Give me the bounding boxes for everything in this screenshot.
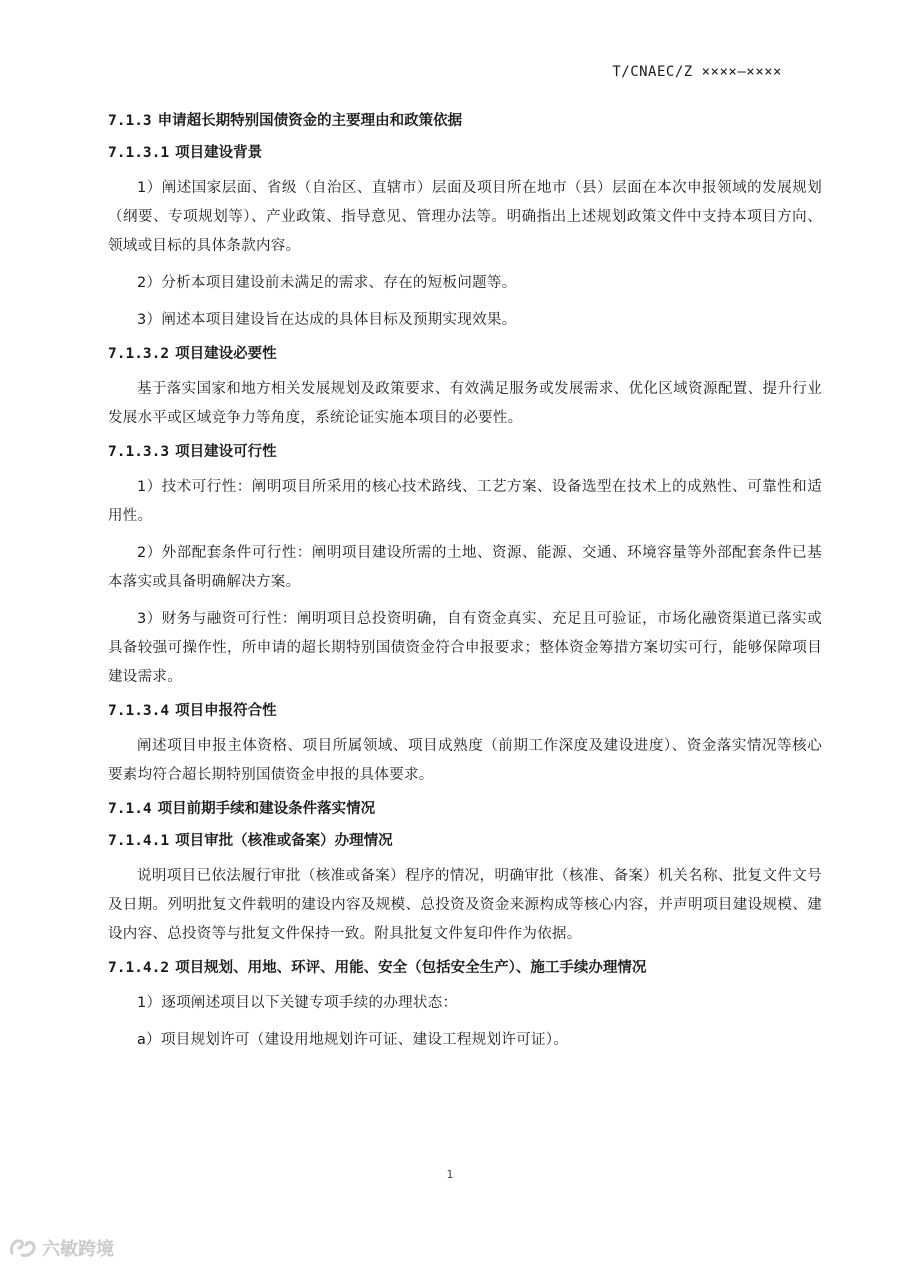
- paragraph: 3）阐述本项目建设旨在达成的具体目标及预期实现效果。: [137, 312, 517, 328]
- section-title: 项目申报符合性: [175, 703, 277, 719]
- section-number: 7.1.3.1: [108, 145, 170, 161]
- section-heading: [108, 441, 822, 463]
- paragraph: 基于落实国家和地方相关发展规划及政策要求、有效满足服务或发展需求、优化区域资源配置、提升行业发展水平或区域竞争力等角度，系统论证实施本项目的必要性。: [108, 381, 822, 426]
- section-heading: [108, 830, 822, 852]
- section-title: 项目规划、用地、环评、用能、安全（包括安全生产）、施工手续办理情况: [175, 960, 647, 976]
- document-code: T/CNAEC/Z ××××—××××: [612, 64, 782, 80]
- section-title: 申请超长期特别国债资金的主要理由和政策依据: [157, 113, 463, 129]
- section-heading: [108, 700, 822, 722]
- paragraph: 3）财务与融资可行性：阐明项目总投资明确，自有资金真实、充足且可验证，市场化融资渠道已落实或具备较强可操作性，所申请的超长期特别国债资金符合申报要求；整体资金筹措方案切实可行，能够保障项目建设需求。: [108, 611, 822, 685]
- section-heading: [108, 957, 822, 979]
- paragraph: 1）逐项阐述项目以下关键专项手续的办理状态：: [137, 995, 458, 1011]
- section-number: 7.1.4.1: [108, 833, 170, 849]
- paragraph: 说明项目已依法履行审批（核准或备案）程序的情况，明确审批（核准、备案）机关名称、批复文件文号及日期。列明批复文件载明的建设内容及规模、总投资及资金来源构成等核心内容，并声明项目建设规模、建设内容、总投资等与批复文件保持一致。附具批复文件复印件作为依据。: [108, 868, 822, 942]
- paragraph: 阐述项目申报主体资格、项目所属领域、项目成熟度（前期工作深度及建设进度）、资金落实情况等核心要素均符合超长期特别国债资金申报的具体要求。: [108, 738, 822, 783]
- watermark: [8, 1235, 114, 1261]
- page-number: 1: [446, 1168, 454, 1181]
- section-heading: [108, 110, 822, 132]
- watermark-text: 六敏跨境: [42, 1239, 114, 1260]
- section-title: 项目建设可行性: [175, 444, 277, 460]
- section-number: 7.1.3: [108, 113, 152, 129]
- paragraph: 1）阐述国家层面、省级（自治区、直辖市）层面及项目所在地市（县）层面在本次申报领域的发展规划（纲要、专项规划等）、产业政策、指导意见、管理办法等。明确指出上述规划政策文件中支持本项目方向、领域或目标的具体条款内容。: [108, 180, 822, 254]
- section-title: 项目建设必要性: [175, 346, 277, 362]
- section-heading: [108, 142, 822, 164]
- paragraph: 2）分析本项目建设前未满足的需求、存在的短板问题等。: [137, 275, 517, 291]
- section-number: 7.1.4: [108, 801, 152, 817]
- section-title: 项目审批（核准或备案）办理情况: [175, 833, 393, 849]
- section-number: 7.1.3.2: [108, 346, 170, 362]
- document-body: [108, 110, 822, 1063]
- section-heading: [108, 343, 822, 365]
- paragraph: a）项目规划许可（建设用地规划许可证、建设工程规划许可证）。: [137, 1032, 569, 1048]
- logo-mark-icon: [8, 1237, 38, 1259]
- section-number: 7.1.3.4: [108, 703, 170, 719]
- section-number: 7.1.3.3: [108, 444, 170, 460]
- section-title: 项目前期手续和建设条件落实情况: [157, 801, 376, 817]
- section-heading: [108, 798, 822, 820]
- paragraph: 1）技术可行性：阐明项目所采用的核心技术路线、工艺方案、设备选型在技术上的成熟性、可靠性和适用性。: [108, 479, 822, 524]
- section-title: 项目建设背景: [175, 145, 263, 161]
- paragraph: 2）外部配套条件可行性：阐明项目建设所需的土地、资源、能源、交通、环境容量等外部配套条件已基本落实或具备明确解决方案。: [108, 545, 822, 590]
- section-number: 7.1.4.2: [108, 960, 170, 976]
